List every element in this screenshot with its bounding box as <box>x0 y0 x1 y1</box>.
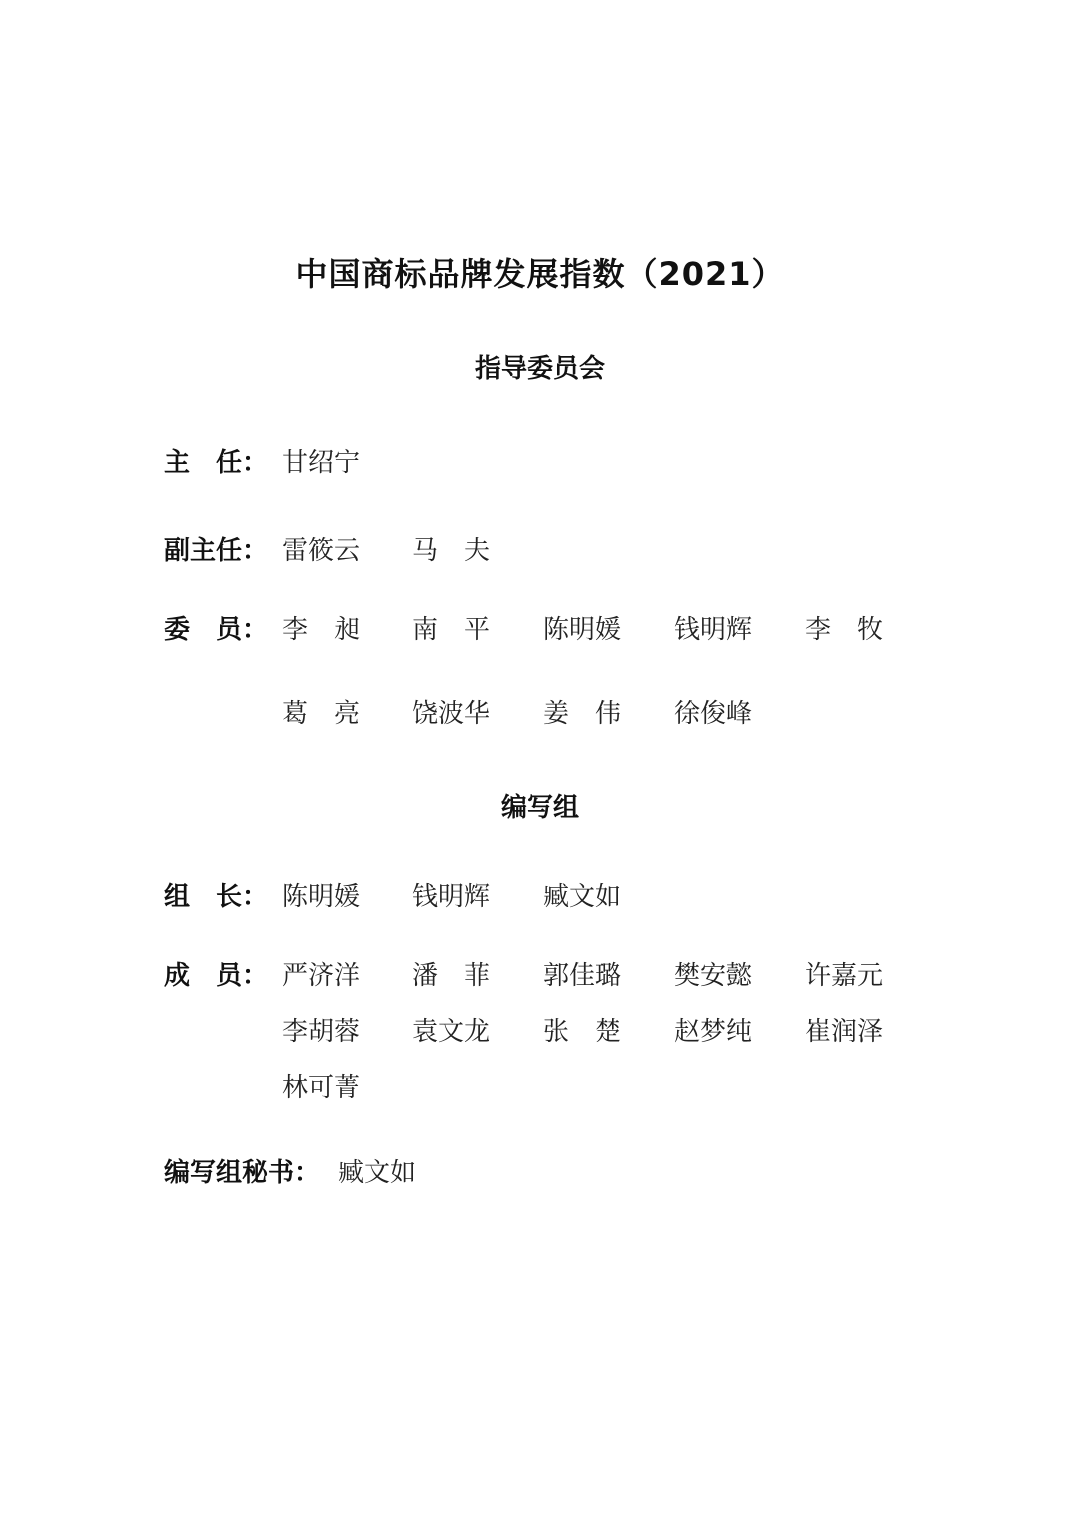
secretary-name: 臧文如 <box>338 1158 417 1188</box>
group-member-name: 林可菁 <box>282 1073 361 1103</box>
group-member-name: 严济洋 <box>282 961 361 991</box>
deputy-director-name: 马 夫 <box>412 536 491 566</box>
committee-member-name: 南 平 <box>412 615 491 645</box>
group-leader-name: 陈明媛 <box>282 882 361 912</box>
committee-member-name: 徐俊峰 <box>674 699 753 729</box>
deputy-director-name: 雷筱云 <box>282 536 361 566</box>
group-leader-row <box>0 875 1080 919</box>
group-members-label: 成 员： <box>164 961 269 991</box>
committee-member-name: 葛 亮 <box>282 699 361 729</box>
group-members-row-2 <box>0 1010 1080 1054</box>
committee-member-name: 饶波华 <box>412 699 491 729</box>
director-label: 主 任： <box>164 448 269 478</box>
committee-members-row <box>0 608 1080 652</box>
group-members-row <box>0 954 1080 998</box>
group-leader-name: 臧文如 <box>543 882 622 912</box>
group-members-row-3 <box>0 1066 1080 1110</box>
group-member-name: 樊安懿 <box>674 961 753 991</box>
secretary-row <box>0 1151 1080 1195</box>
writing-group-heading: 编写组 <box>500 793 579 823</box>
group-member-name: 许嘉元 <box>805 961 884 991</box>
committee-member-name: 李 牧 <box>805 615 884 645</box>
committee-member-name: 陈明媛 <box>543 615 622 645</box>
committee-members-label: 委 员： <box>164 615 269 645</box>
committee-member-name: 姜 伟 <box>543 699 622 729</box>
steering-committee-heading: 指导委员会 <box>474 354 605 384</box>
director-row <box>0 441 1080 485</box>
group-member-name: 崔润泽 <box>805 1017 884 1047</box>
group-leader-name: 钱明辉 <box>412 882 491 912</box>
group-member-name: 李胡蓉 <box>282 1017 361 1047</box>
group-member-name: 张 楚 <box>543 1017 622 1047</box>
deputy-director-label: 副主任： <box>164 536 269 566</box>
director-name: 甘绍宁 <box>282 448 361 478</box>
group-member-name: 郭佳璐 <box>543 961 622 991</box>
committee-member-name: 钱明辉 <box>674 615 753 645</box>
document-title: 中国商标品牌发展指数（2021） <box>295 255 785 293</box>
group-leader-label: 组 长： <box>164 882 269 912</box>
group-member-name: 潘 菲 <box>412 961 491 991</box>
secretary-label: 编写组秘书： <box>164 1158 321 1188</box>
group-member-name: 赵梦纯 <box>674 1017 753 1047</box>
committee-members-row-2 <box>0 692 1080 736</box>
group-member-name: 袁文龙 <box>412 1017 491 1047</box>
committee-member-name: 李 昶 <box>282 615 361 645</box>
deputy-director-row <box>0 529 1080 573</box>
